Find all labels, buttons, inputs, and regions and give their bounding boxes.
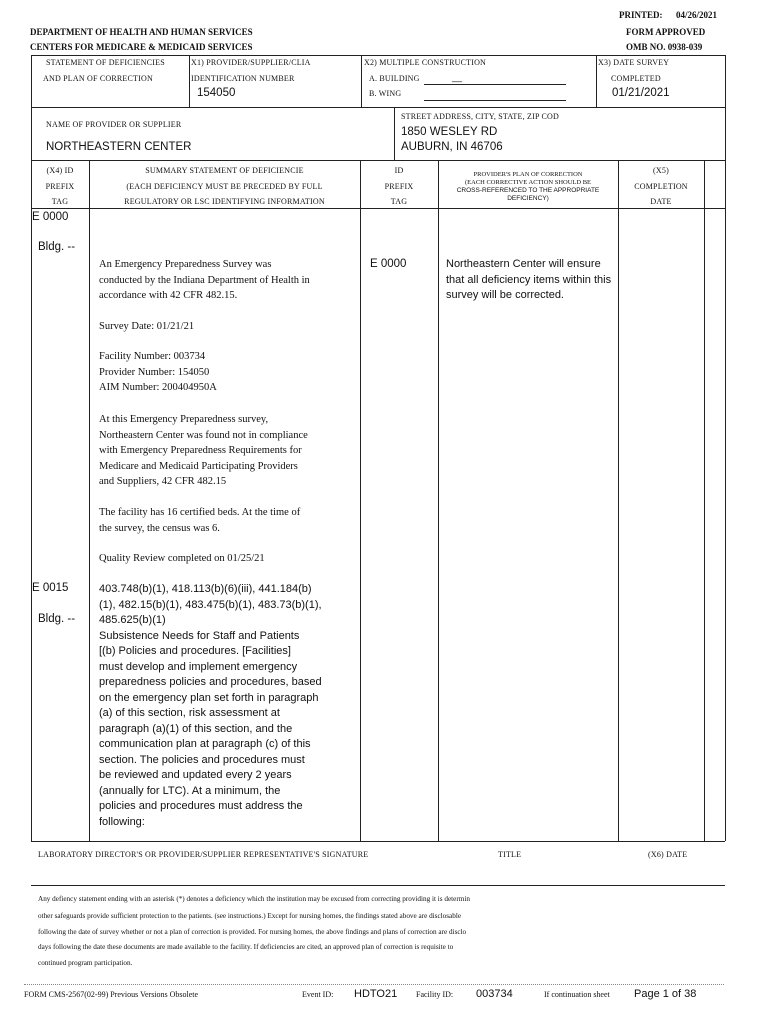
- summary-intro: An Emergency Preparedness Survey was conducted by the Indiana Department of Health in accordance with 42 CFR 482.15.: [99, 259, 310, 301]
- x1-label-2: IDENTIFICATION NUMBER: [191, 74, 295, 83]
- wing-label: B. WING: [369, 89, 402, 98]
- summary-header-3: REGULATORY OR LSC IDENTIFYING INFORMATION: [124, 197, 325, 206]
- form-number: FORM CMS-2567(02-99) Previous Versions Obsolete: [24, 990, 199, 999]
- tag-e0000: E 0000: [32, 211, 69, 223]
- census-text: The facility has 16 certified beds. At the time of the survey, the census was 6.: [99, 507, 301, 534]
- address-label: STREET ADDRESS, CITY, STATE, ZIP COD: [401, 112, 559, 121]
- tag-e0015: E 0015: [32, 582, 69, 594]
- id-header-2: PREFIX: [384, 182, 414, 191]
- id-header-1: ID: [394, 166, 404, 175]
- omb-number: OMB NO. 0938-039: [626, 42, 703, 52]
- plan-header-4: DEFICIENCY): [507, 195, 549, 202]
- x5-header-1: (X5): [653, 166, 669, 175]
- summary-header-2: (EACH DEFICIENCY MUST BE PRECEDED BY FULL: [126, 182, 323, 191]
- survey-date-text: Survey Date: 01/21/21: [99, 321, 195, 332]
- statement-label-1: STATEMENT OF DEFICIENCIES: [46, 58, 165, 67]
- x5-header-3: DATE: [650, 197, 672, 206]
- disclaimer-line-4: days following the date these documents are made available to the facility. If deficiencies are cited, an approved plan of correction is requisite to: [38, 943, 454, 951]
- x5-header-2: COMPLETION: [634, 182, 688, 191]
- facility-numbers: Facility Number: 003734 Provider Number: 154050 AIM Number: 200404950A: [99, 351, 217, 393]
- disclaimer-line-1: Any defiency statement ending with an asterisk (*) denotes a deficiency which the institution may be excused from correcting providing it is determin: [38, 895, 470, 903]
- provider-name-label: NAME OF PROVIDER OR SUPPLIER: [46, 120, 182, 129]
- event-id-value: HDTO21: [354, 988, 398, 1000]
- address-line-1: 1850 WESLEY RD: [401, 126, 498, 138]
- statement-label-2: AND PLAN OF CORRECTION: [43, 74, 153, 83]
- e0015-regulation-text: 403.748(b)(1), 418.113(b)(6)(iii), 441.184(b) (1), 482.15(b)(1), 483.475(b)(1), 483.73(b)(1), 485.625(b)(1) Subsistence Needs for Staff and Patients [(b) Policies and procedures. [Facilities] must develop and implement emergency preparedness policies and procedures, based on the emergency plan set forth in paragraph (a) of this section, risk assessment at paragraph (a)(1) of this section, and the communication plan at paragraph (c) of this section. The policies and procedures must be reviewed and updated every 2 years (annually for LTC). At a minimum, the policies and procedures must address the following:: [99, 583, 322, 828]
- disclaimer-line-3: following the date of survey whether or not a plan of correction is provided. For nursing homes, the above findings and plans of correction are disclo: [38, 928, 467, 936]
- printed-label: PRINTED:: [619, 10, 663, 20]
- compliance-text: At this Emergency Preparedness survey, Northeastern Center was found not in compliance with Emergency Preparedness Requirements for Medicare and Medicaid Participating Providers and Suppliers, 42 CFR 482.15: [99, 414, 308, 487]
- building-label: A. BUILDING: [369, 74, 420, 83]
- page-number: Page 1 of 38: [634, 988, 697, 1000]
- plan-header-3: CROSS-REFERENCED TO THE APPROPRIATE: [456, 187, 600, 194]
- disclaimer-line-2: other safeguards provide sufficient protection to the patients. (see instructions.) Except for nursing homes, the findings stated above are disclosable: [38, 912, 462, 920]
- id-tag-e0000: E 0000: [370, 258, 407, 270]
- bldg-label-2: Bldg. --: [38, 613, 76, 625]
- x2-label: X2) MULTIPLE CONSTRUCTION: [364, 58, 487, 67]
- continuation-label: If continuation sheet: [544, 990, 610, 999]
- id-header-3: TAG: [390, 197, 408, 206]
- x6-date-label: (X6) DATE: [648, 850, 688, 859]
- event-id-label: Event ID:: [302, 990, 334, 999]
- address-line-2: AUBURN, IN 46706: [401, 141, 503, 153]
- summary-header-1: SUMMARY STATEMENT OF DEFICIENCIE: [145, 166, 304, 175]
- plan-header-2: (EACH CORRECTIVE ACTION SHOULD BE: [464, 179, 592, 186]
- plan-header-1: PROVIDER'S PLAN OF CORRECTION: [473, 171, 583, 178]
- x3-label-2: COMPLETED: [611, 74, 661, 83]
- title-label: TITLE: [498, 850, 522, 859]
- centers-name: CENTERS FOR MEDICARE & MEDICAID SERVICES: [30, 42, 253, 52]
- survey-date-value: 01/21/2021: [612, 87, 670, 99]
- provider-name-value: NORTHEASTERN CENTER: [46, 141, 192, 153]
- facility-id-value: 003734: [476, 988, 513, 1000]
- dept-name: DEPARTMENT OF HEALTH AND HUMAN SERVICES: [30, 27, 253, 37]
- printed-date: 04/26/2021: [676, 10, 718, 20]
- x4-header-2: PREFIX: [45, 182, 75, 191]
- x1-label-1: X1) PROVIDER/SUPPLIER/CLIA: [191, 58, 311, 67]
- signature-label: LABORATORY DIRECTOR'S OR PROVIDER/SUPPLIER REPRESENTATIVE'S SIGNATURE: [38, 850, 369, 859]
- quality-review-text: Quality Review completed on 01/25/21: [99, 553, 265, 564]
- provider-id-value: 154050: [197, 87, 236, 99]
- x4-header-3: TAG: [51, 197, 69, 206]
- building-value: __: [452, 72, 463, 82]
- disclaimer-line-5: continued program participation.: [38, 959, 133, 967]
- facility-id-label: Facility ID:: [416, 990, 454, 999]
- x4-header-1: (X4) ID: [46, 166, 74, 175]
- x3-label-1: X3) DATE SURVEY: [598, 58, 670, 67]
- bldg-label-1: Bldg. --: [38, 241, 76, 253]
- plan-of-correction-text: Northeastern Center will ensure that all deficiency items within this survey will be corrected.: [446, 258, 612, 301]
- form-approved: FORM APPROVED: [626, 27, 706, 37]
